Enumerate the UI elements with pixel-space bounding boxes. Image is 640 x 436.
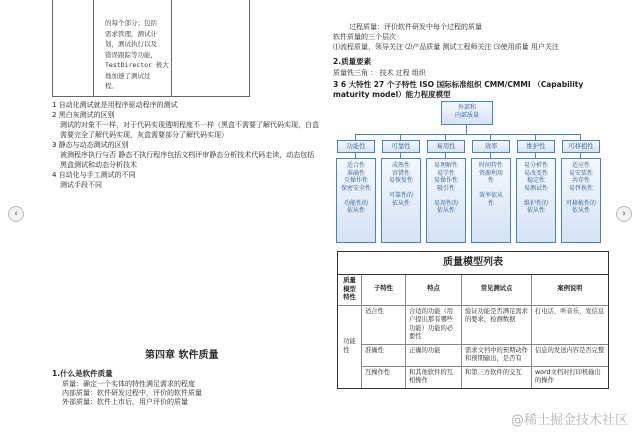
table-cell: 准确性	[362, 345, 406, 366]
table-cell: 和第三方软件的交互	[462, 367, 532, 388]
table-row	[362, 367, 608, 388]
category-box: 易用性	[427, 140, 465, 153]
subcharacteristic-box: 适应性 易安装性 共存性 易替换性 可移植性的 依从性	[561, 158, 601, 243]
text-line: ⑴流程质量，领导关注 ⑵产品质量 测试工程师关注 ⑶使用质量 用户关注	[333, 43, 559, 51]
table-header-row	[338, 275, 608, 306]
list-item: 2 黑白灰测试的区别	[52, 111, 115, 119]
section-heading: 3 6 大特性 27 个子特性 ISO 国际标准组织 CMM/CMMI （Capability maturity model）能力程度模型	[333, 80, 584, 99]
table-fragment-cell: 的每个部分；包括 需求管理，测试计 划，测试执行以及 错误跟踪等功能， TestDirector 极大 地加速了测试过 程。	[105, 19, 169, 90]
table-cell: 和其他软件的互相操作	[406, 367, 462, 388]
connector-line	[466, 124, 467, 134]
category-box: 功能性	[337, 140, 375, 153]
text-line: 质量铁三角 ： 技术 过程 组织	[333, 69, 426, 77]
list-item: 黑盒测试和动态分析技术	[60, 161, 137, 169]
category-box: 维护性	[517, 140, 555, 153]
quality-model-diagram	[333, 99, 601, 244]
table-fragment	[52, 0, 250, 97]
table-header-cell: 子特性	[362, 275, 406, 305]
list-item: 3 静态与动态测试的区别	[52, 141, 129, 149]
list-item: 4 自动化与手工测试的不同	[52, 171, 136, 179]
table-group-cell: 功能 性	[338, 306, 362, 388]
table-row	[362, 345, 608, 367]
left-page	[40, 0, 319, 436]
table-header-cell: 案例说明	[557, 285, 583, 292]
table-header-cell: 质量 模型 特性	[338, 275, 362, 305]
table-row	[362, 306, 608, 345]
next-page-button[interactable]	[616, 206, 632, 222]
list-item: 测试的对象不一样，对于代码实现透明程度不一样（黑盒不需要了解代码实现，白盒	[60, 121, 319, 129]
category-box: 可靠性	[382, 140, 420, 153]
category-box: 效率	[472, 140, 510, 153]
list-item: 1 自动化测试就是用程序驱动程序的测试	[52, 101, 178, 109]
table-cell: 打电话、听音乐、发信息	[535, 307, 605, 315]
prev-page-button[interactable]	[8, 206, 24, 222]
quality-model-table	[337, 251, 609, 389]
difference-list	[52, 100, 319, 190]
subcharacteristic-box: 易理解性 易学性 易操作性 吸引性 易用性的 依从性	[426, 158, 466, 243]
subcharacteristic-box: 成熟性 容错性 易恢复性 可靠性的 依从性	[381, 158, 421, 243]
section-heading: 2.质量要素	[333, 57, 372, 66]
table-cell: 需求文档中的预期动作和预期输出，是否有	[462, 345, 532, 366]
text-line: 软件质量的三个层次	[333, 33, 396, 41]
table-cell: word文档对打印机输出的操作	[535, 368, 601, 384]
table-header-cell: 特点	[406, 275, 462, 305]
table-cell: 验证功能是否满足需求的要求，检测数据	[462, 306, 532, 344]
list-item: 需要完全了解代码实现，灰盒需要部分了解代码实现）	[60, 131, 228, 139]
chevron-left-icon: ‹	[14, 209, 18, 219]
table-title: 质量模型列表	[338, 252, 608, 275]
table-header-cell: 常见测试点	[462, 275, 532, 305]
table-grid	[338, 275, 608, 388]
table-cell: 互操作性	[362, 367, 406, 388]
list-item: 测试手段不同	[60, 181, 102, 189]
subcharacteristic-box: 时间特性 资源利用 性 效率依从 性	[471, 158, 511, 243]
watermark: @稀土掘金技术社区	[510, 413, 628, 428]
connector-line	[355, 134, 580, 135]
category-box: 可移植性	[562, 140, 600, 153]
table-cell: 正确的功能	[406, 345, 462, 366]
chevron-right-icon: ›	[622, 209, 626, 219]
text-line: 过程质量：评价软件研发中每个过程的质量	[349, 23, 482, 31]
diagram-root-box: 外部和 内部质量	[441, 101, 493, 125]
subcharacteristic-box: 易分析性 易改变性 稳定性 易测试性 维护性的 依从性	[516, 158, 556, 243]
right-page	[333, 0, 605, 436]
list-item: 被测程序执行与否 静态不执行程序包括文档评审静态分析技术代码走读，动态包括	[60, 151, 315, 159]
table-cell: 适合性	[362, 306, 406, 344]
section-title: 1.什么是软件质量	[52, 369, 113, 378]
section-lines: 质量：确定一个实体的特性满足需求的程度 内部质量：软件研发过程中，评价的软件质量 外部质量：软件上市后，用户评价的质量	[62, 380, 202, 406]
table-cell: 信息的发送内容是否完整	[535, 346, 605, 354]
table-cell: 合适的功能（用户提出那有哪些功能）功能的必要性	[406, 306, 462, 344]
subcharacteristic-box: 适合性 准确性 互操作性 保密安全性 功能性的 依从性	[336, 158, 376, 243]
chapter-title: 第四章 软件质量	[145, 350, 219, 361]
